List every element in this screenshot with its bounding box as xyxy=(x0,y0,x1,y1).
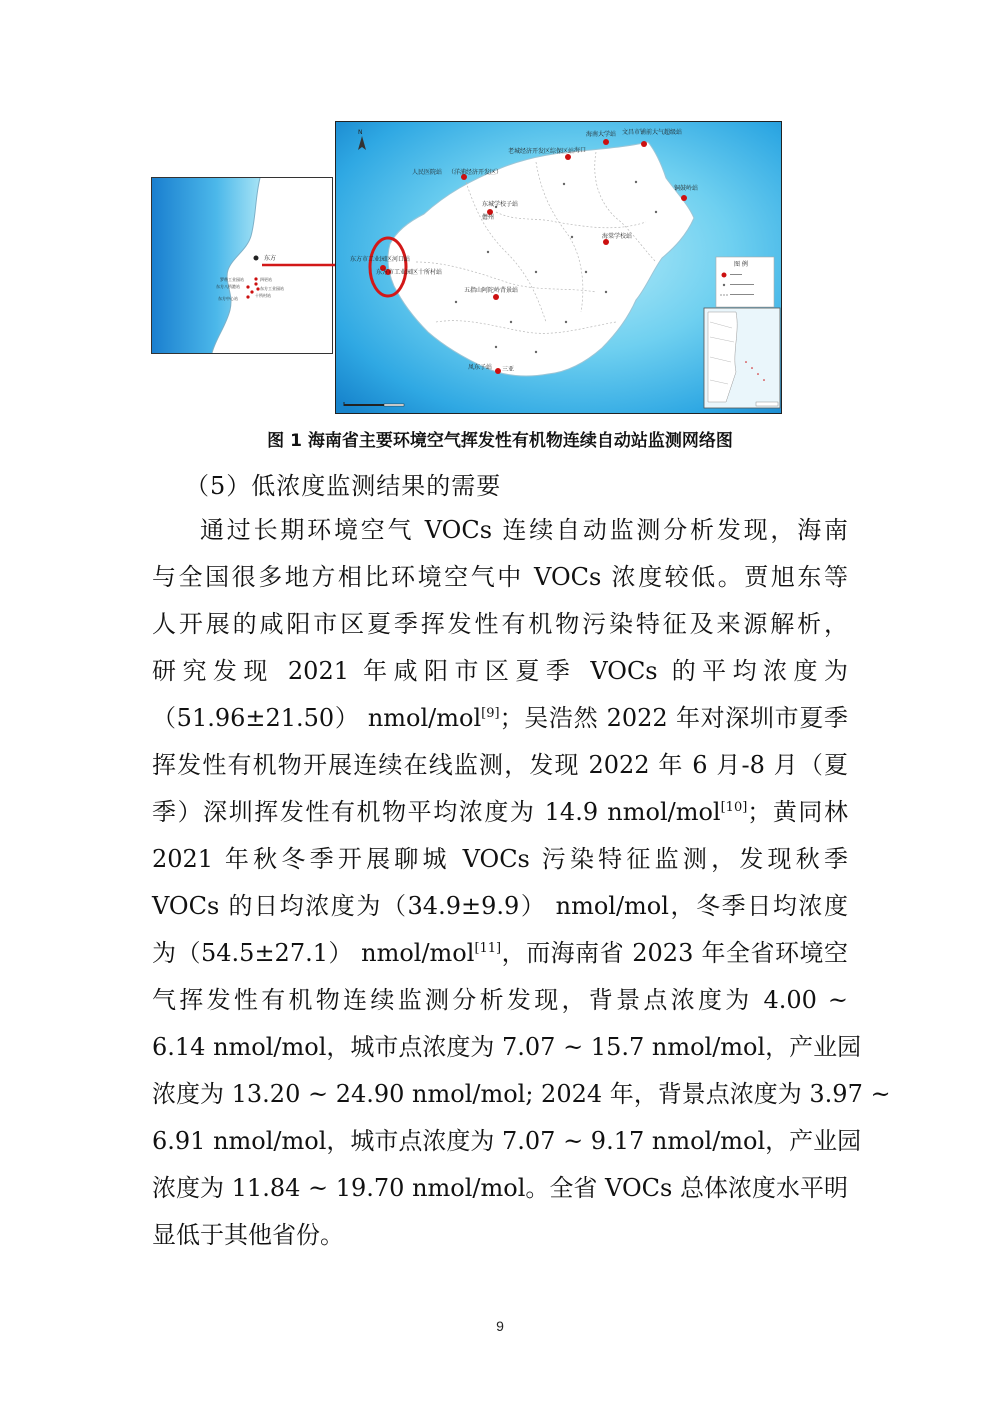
station-label: 人民医院站 xyxy=(412,169,443,176)
text-line: 通过长期环境空气 VOCs 连续自动监测分析发现，海南 xyxy=(200,516,848,544)
text-line: 与全国很多地方相比环境空气中 VOCs 浓度较低。贾旭东等 xyxy=(152,563,848,591)
station-label: 铜鼓岭站 xyxy=(674,185,699,192)
text-line: 显低于其他省份。 xyxy=(152,1221,344,1249)
dongfang-inset-map xyxy=(151,177,333,354)
inset-station-label: 东方中心站 xyxy=(218,296,238,301)
inset-station-label: 罗带工业园站 xyxy=(220,277,244,282)
page-number: 9 xyxy=(496,1318,504,1334)
station-label: 凤东子站 xyxy=(468,364,493,371)
hainan-station-map xyxy=(335,121,782,414)
station-label: 海口 xyxy=(574,147,587,154)
text-line: （51.96±21.50） nmol/mol[9]；吴浩然 2022 年对深圳市夏季 xyxy=(152,704,848,732)
dongfang-label: 东方 xyxy=(264,255,277,262)
text-line: 浓度为 11.84 ~ 19.70 nmol/mol。全省 VOCs 总体浓度水平明 xyxy=(152,1174,848,1202)
text-line: 人开展的咸阳市区夏季挥发性有机物污染特征及来源解析， xyxy=(152,610,848,638)
station-label: 东方市工业园区河口站 xyxy=(350,256,411,263)
station-label: （洋浦经济开发区） xyxy=(448,169,503,176)
station-label: 海南大学站 xyxy=(586,131,617,138)
inset-station-label: 四更站 xyxy=(260,277,272,282)
text-line: 为（54.5±27.1） nmol/mol[11]，而海南省 2023 年全省环境空 xyxy=(152,939,848,967)
station-label: 儋州 xyxy=(482,214,495,221)
inset-station-label: 东方工业园站 xyxy=(260,286,284,291)
station-label: 东城学校子站 xyxy=(482,201,519,208)
citation-ref: [11] xyxy=(474,941,502,956)
dongfang-city-marker xyxy=(254,256,259,261)
inset-station-label: 东方八所港站 xyxy=(216,284,240,289)
body-paragraph xyxy=(152,507,891,1259)
inset-station-label: 十所村站 xyxy=(255,293,271,298)
text-line: 挥发性有机物开展连续在线监测，发现 2022 年 6 月-8 月（夏 xyxy=(152,751,848,779)
text-line: 气挥发性有机物连续监测分析发现，背景点浓度为 4.00 ~ xyxy=(152,986,848,1014)
citation-ref: [9] xyxy=(481,706,500,721)
overview-inset-map xyxy=(704,308,780,408)
text-line: 6.91 nmol/mol，城市点浓度为 7.07 ~ 9.17 nmol/mol，产业园 xyxy=(152,1127,862,1155)
text-line: 6.14 nmol/mol，城市点浓度为 7.07 ~ 15.7 nmol/mol，产业园 xyxy=(152,1033,862,1061)
text-line: 2021 年秋冬季开展聊城 VOCs 污染特征监测，发现秋季 xyxy=(152,845,848,873)
text-line: 研究发现 2021 年咸阳市区夏季 VOCs 的平均浓度为 xyxy=(152,657,848,685)
station-label: 五指山阿陀岭背景站 xyxy=(464,287,519,294)
text-line: 季）深圳挥发性有机物平均浓度为 14.9 nmol/mol[10]；黄同林 xyxy=(152,798,848,826)
station-label: 海棠学校站 xyxy=(602,233,633,240)
text-line: VOCs 的日均浓度为（34.9±9.9） nmol/mol，冬季日均浓度 xyxy=(152,892,848,920)
station-label: 三亚 xyxy=(502,366,515,373)
svg-text:N: N xyxy=(358,129,363,136)
station-label: 东方市工业园区十所村站 xyxy=(376,269,443,276)
map-legend xyxy=(716,257,774,307)
section-heading: （5）低浓度监测结果的需要 xyxy=(185,472,502,500)
text-line: 浓度为 13.20 ~ 24.90 nmol/mol; 2024 年，背景点浓度为 3.97 ~ xyxy=(152,1080,891,1108)
station-label: 老城经济开发区综保区站 xyxy=(508,148,575,155)
figure-caption: 图 1 海南省主要环境空气挥发性有机物连续自动站监测网络图 xyxy=(267,431,733,451)
svg-text:图 例: 图 例 xyxy=(734,261,748,268)
station-label: 文昌市铺前大气超级站 xyxy=(622,129,683,136)
citation-ref: [10] xyxy=(720,800,748,815)
